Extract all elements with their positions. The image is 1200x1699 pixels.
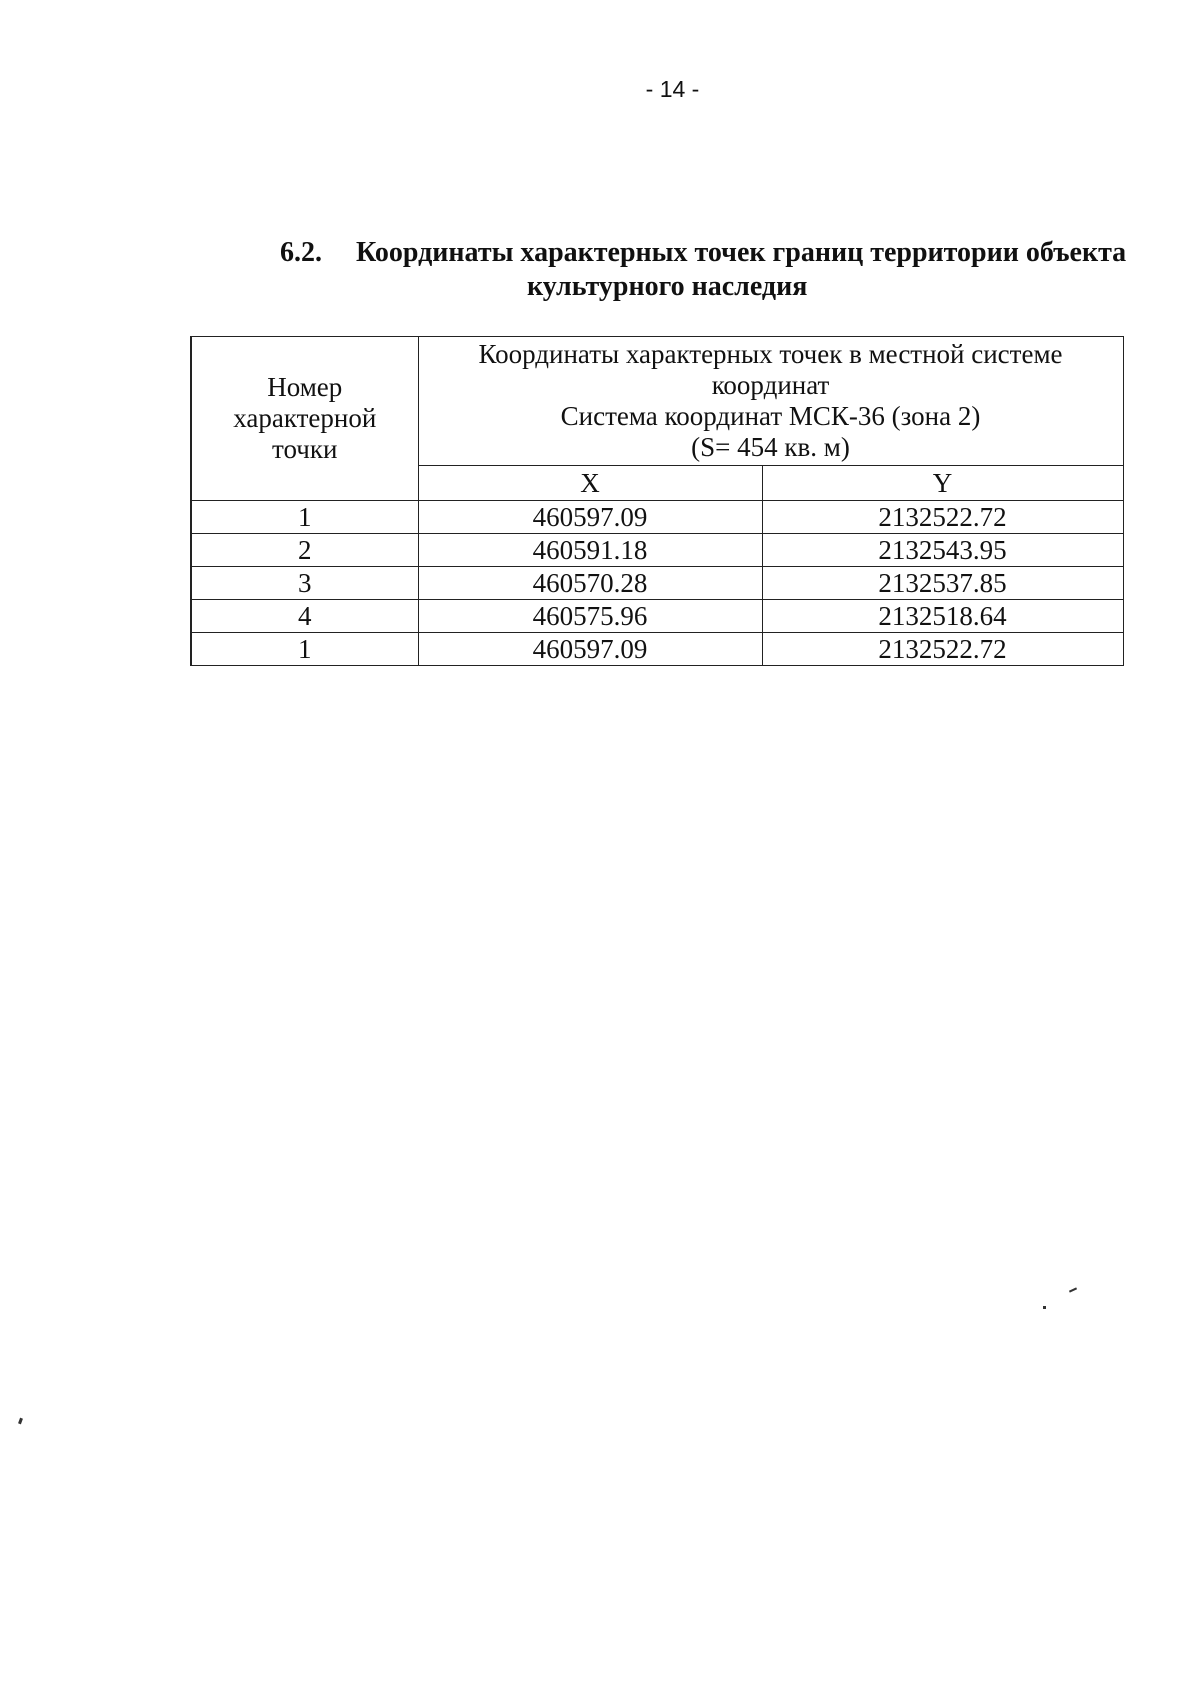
point-number-cell: 4 [191,600,418,633]
y-coordinate-cell: 2132537.85 [762,567,1123,600]
x-coordinate-cell: 460591.18 [418,534,762,567]
scan-speck [18,1418,23,1425]
coordinates-system-header [418,337,1123,466]
point-number-cell: 3 [191,567,418,600]
x-column-header: X [418,466,762,501]
point-number-cell: 2 [191,534,418,567]
x-coordinate-cell: 460570.28 [418,567,762,600]
y-coordinate-cell: 2132543.95 [762,534,1123,567]
x-coordinate-cell: 460597.09 [418,633,762,666]
scan-speck [1069,1287,1077,1292]
point-number-header-line: Номер [267,372,343,402]
point-number-header-line: точки [272,434,338,464]
point-number-cell: 1 [191,501,418,534]
y-coordinate-cell: 2132518.64 [762,600,1123,633]
coordinates-header-line: Координаты характерных точек в местной системе [478,339,1063,369]
point-number-cell: 1 [191,633,418,666]
coordinates-header-line: Система координат МСК-36 (зона 2) [560,401,981,431]
coordinates-header-line: координат [711,370,830,400]
y-coordinate-cell: 2132522.72 [762,633,1123,666]
point-number-header [191,337,418,501]
table-header-row [191,337,1123,466]
coordinates-header-line: (S= 454 кв. м) [691,432,850,462]
point-number-header-line: характерной [233,403,377,433]
y-coordinate-cell: 2132522.72 [762,501,1123,534]
section-title-part-1: Координаты характерных точек границ территории объекта [356,237,1127,268]
scan-speck [1043,1306,1046,1309]
section-number: 6.2. [280,237,322,268]
y-column-header: Y [762,466,1123,501]
section-heading-line-1 [280,236,1150,270]
section-heading [280,236,1150,304]
x-coordinate-cell: 460597.09 [418,501,762,534]
section-title-part-2: культурного наследия [527,271,808,302]
table-row [191,567,1123,600]
table-row [191,633,1123,666]
table-row [191,600,1123,633]
page-number: - 14 - [645,76,700,102]
table-row [191,501,1123,534]
table-row [191,534,1123,567]
x-coordinate-cell: 460575.96 [418,600,762,633]
coordinates-table [190,336,1124,666]
